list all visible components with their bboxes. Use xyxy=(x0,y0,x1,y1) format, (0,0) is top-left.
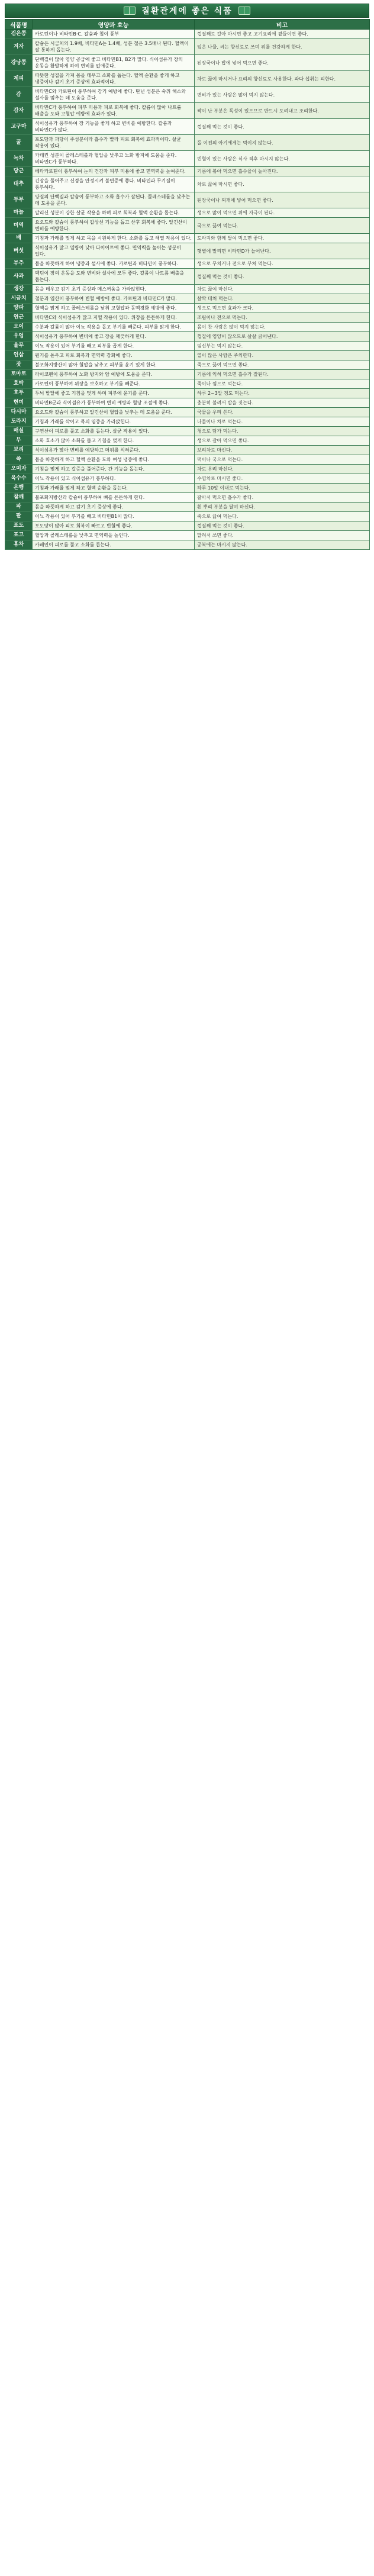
note-cell: 수염차로 마시면 좋다. xyxy=(195,474,370,484)
food-name-cell: 대추 xyxy=(5,176,33,192)
food-name-cell: 검은콩 xyxy=(5,30,33,39)
effect-cell: 두뇌 발달에 좋고 기침을 멎게 하며 피부에 윤기를 준다. xyxy=(33,389,195,398)
effect-cell: 베타카로틴이 풍부하여 눈의 건강과 피부 미용에 좋고 면역력을 높여준다. xyxy=(33,167,195,176)
effect-cell: 철분과 엽산이 풍부하여 빈혈 예방에 좋다. 카로틴과 비타민C가 많다. xyxy=(33,294,195,304)
note-cell: 된장국이나 찌개에 넣어 먹으면 좋다. xyxy=(195,192,370,208)
note-cell: 죽으로 끓여 먹는다. xyxy=(195,512,370,521)
table-row xyxy=(5,103,370,119)
effect-cell: 긴장을 풀어주고 신경을 안정시켜 불면증에 좋다. 비타민과 무기질이 풍부하다. xyxy=(33,176,195,192)
effect-cell: 포도당이 많아 피로 회복이 빠르고 빈혈에 좋다. xyxy=(33,521,195,531)
note-cell: 잎은 나물, 씨는 향신료로 쓰며 위를 건강하게 한다. xyxy=(195,39,370,55)
note-cell: 몸이 찬 사람은 많이 먹지 않는다. xyxy=(195,323,370,332)
note-cell: 죽이나 찜으로 먹는다. xyxy=(195,379,370,389)
note-cell: 차로 끓여 마신다. xyxy=(195,285,370,294)
note-cell: 빈혈이 있는 사람은 식사 직후 마시지 않는다. xyxy=(195,151,370,167)
note-cell: 국으로 끓여 먹는다. xyxy=(195,218,370,234)
food-name-cell: 연근 xyxy=(5,313,33,323)
table-header-row xyxy=(5,20,370,30)
food-name-cell: 보리 xyxy=(5,446,33,455)
effect-cell: 카페인이 피로를 풀고 소화를 돕는다. xyxy=(33,540,195,550)
note-cell: 차로 끓여 마시면 좋다. xyxy=(195,176,370,192)
effect-cell: 펙틴이 장의 운동을 도와 변비와 설사에 모두 좋다. 칼륨이 나트륨 배출을 돕는다. xyxy=(33,269,195,285)
table-row xyxy=(5,512,370,521)
note-cell: 싹이 난 부분은 독성이 있으므로 반드시 도려내고 조리한다. xyxy=(195,103,370,119)
table-row xyxy=(5,342,370,351)
table-row xyxy=(5,465,370,474)
note-cell: 떡이나 국으로 먹는다. xyxy=(195,455,370,465)
note-cell: 껍질째로 갈아 마시면 좋고 고기요리에 곁들이면 좋다. xyxy=(195,30,370,39)
table-row xyxy=(5,234,370,243)
table-row xyxy=(5,313,370,323)
note-cell: 된장국이나 밥에 넣어 먹으면 좋다. xyxy=(195,55,370,71)
note-cell: 갈아서 먹으면 흡수가 좋다. xyxy=(195,493,370,503)
table-row xyxy=(5,71,370,87)
effect-cell: 몸을 데우고 감기 초기 증상과 메스꺼움을 가라앉힌다. xyxy=(33,285,195,294)
food-name-cell: 현미 xyxy=(5,398,33,408)
table-row xyxy=(5,417,370,427)
effect-cell: 양질의 단백질과 칼슘이 풍부하고 소화 흡수가 잘된다. 콜레스테롤을 낮추는 데 도움을 준다. xyxy=(33,192,195,208)
table-row xyxy=(5,30,370,39)
food-name-cell: 녹차 xyxy=(5,151,33,167)
effect-cell: 식이섬유가 풍부하여 변비에 좋고 장을 깨끗하게 한다. xyxy=(33,332,195,342)
table-row xyxy=(5,218,370,234)
column-header: 식품명 xyxy=(5,20,33,30)
note-cell: 죽으로 끓여 먹으면 좋다. xyxy=(195,360,370,370)
food-name-cell: 생강 xyxy=(5,285,33,294)
food-name-cell: 고구마 xyxy=(5,119,33,135)
note-cell: 생으로 많이 먹으면 위에 자극이 된다. xyxy=(195,208,370,218)
table-row xyxy=(5,379,370,389)
effect-cell: 요오드와 칼슘이 풍부하고 알긴산이 혈압을 낮추는 데 도움을 준다. xyxy=(33,408,195,417)
note-cell: 열이 많은 사람은 주의한다. xyxy=(195,351,370,360)
table-row xyxy=(5,151,370,167)
column-header: 영양과 효능 xyxy=(33,20,195,30)
note-cell: 껍질에 영양이 많으므로 살살 긁어낸다. xyxy=(195,332,370,342)
food-name-cell: 은행 xyxy=(5,484,33,493)
note-cell: 충분히 불려서 밥을 짓는다. xyxy=(195,398,370,408)
effect-cell: 수분과 칼륨이 많아 이뇨 작용을 돕고 부기를 빼준다. 피부를 맑게 한다. xyxy=(33,323,195,332)
note-cell: 공복에는 마시지 않는다. xyxy=(195,540,370,550)
effect-cell: 원기를 돋우고 피로 회복과 면역력 강화에 좋다. xyxy=(33,351,195,360)
table-row xyxy=(5,176,370,192)
effect-cell: 기침과 가래를 삭이고 목의 염증을 가라앉힌다. xyxy=(33,417,195,427)
food-name-cell: 잣 xyxy=(5,360,33,370)
note-cell: 껍질째 먹는 것이 좋다. xyxy=(195,521,370,531)
food-name-cell: 시금치 xyxy=(5,294,33,304)
effect-cell: 식이섬유가 풍부하여 장 기능을 좋게 하고 변비를 예방한다. 칼륨과 비타민C가 많다. xyxy=(33,119,195,135)
food-name-cell: 인삼 xyxy=(5,351,33,360)
effect-cell: 불포화지방산이 많아 혈압을 낮추고 피부를 윤기 있게 한다. xyxy=(33,360,195,370)
page-title: 질환관계에 좋은 식품 xyxy=(141,7,233,16)
food-name-cell: 계피 xyxy=(5,71,33,87)
effect-cell: 몸을 따뜻하게 하여 냉증과 설사에 좋다. 카로틴과 비타민이 풍부하다. xyxy=(33,259,195,269)
effect-cell: 이뇨 작용이 있어 부기를 빼고 피부를 곱게 한다. xyxy=(33,342,195,351)
note-cell: 껍질째 먹는 것이 좋다. xyxy=(195,269,370,285)
table-row xyxy=(5,259,370,269)
book-icon xyxy=(124,7,136,15)
table-row xyxy=(5,360,370,370)
food-name-cell: 호두 xyxy=(5,389,33,398)
table-row xyxy=(5,455,370,465)
column-header: 비고 xyxy=(195,20,370,30)
food-name-cell: 율무 xyxy=(5,342,33,351)
table-row xyxy=(5,39,370,55)
note-cell: 돌 이전의 아기에게는 먹이지 않는다. xyxy=(195,135,370,151)
effect-cell: 포도당과 과당이 주성분이라 흡수가 빨라 피로 회복에 효과적이다. 살균 작용이 있다. xyxy=(33,135,195,151)
effect-cell: 비타민C가 풍부하여 피부 미용과 피로 회복에 좋다. 칼륨이 많아 나트륨 배출을 도와 고혈압 예방에 효과가 있다. xyxy=(33,103,195,119)
note-cell: 조림이나 전으로 먹는다. xyxy=(195,313,370,323)
book-icon xyxy=(238,7,250,15)
table-row xyxy=(5,285,370,294)
food-name-cell: 홍차 xyxy=(5,540,33,550)
table-row xyxy=(5,55,370,71)
effect-cell: 불포화지방산과 칼슘이 풍부하여 뼈를 튼튼하게 한다. xyxy=(33,493,195,503)
table-row xyxy=(5,540,370,550)
effect-cell: 비타민C와 식이섬유가 많고 지혈 작용이 있다. 위장을 튼튼하게 한다. xyxy=(33,313,195,323)
effect-cell: 기침과 가래를 멎게 하고 혈액 순환을 돕는다. xyxy=(33,484,195,493)
effect-cell: 혈액을 맑게 하고 콜레스테롤을 낮춰 고혈압과 동맥경화 예방에 좋다. xyxy=(33,304,195,313)
food-table xyxy=(5,19,370,550)
food-name-cell: 무 xyxy=(5,436,33,446)
table-row xyxy=(5,119,370,135)
effect-cell: 혈압과 콜레스테롤을 낮추고 면역력을 높인다. xyxy=(33,531,195,540)
food-name-cell: 도라지 xyxy=(5,417,33,427)
table-row xyxy=(5,332,370,342)
food-name-cell: 토마토 xyxy=(5,370,33,379)
page xyxy=(5,0,369,550)
table-row xyxy=(5,493,370,503)
table-row xyxy=(5,408,370,417)
effect-cell: 이뇨 작용이 있어 부기를 빼고 비타민B1이 많다. xyxy=(33,512,195,521)
effect-cell: 기침과 가래를 멎게 하고 목을 시원하게 한다. 소화를 돕고 해열 작용이 있다. xyxy=(33,234,195,243)
food-name-cell: 당근 xyxy=(5,167,33,176)
food-name-cell: 쑥 xyxy=(5,455,33,465)
table-row xyxy=(5,427,370,436)
food-name-cell: 두부 xyxy=(5,192,33,208)
food-name-cell: 다시마 xyxy=(5,408,33,417)
food-name-cell: 옥수수 xyxy=(5,474,33,484)
table-row xyxy=(5,192,370,208)
effect-cell: 카로틴이나 비타민B·C, 칼슘과 철이 풍부 xyxy=(33,30,195,39)
table-row xyxy=(5,167,370,176)
effect-cell: 칼슘은 시금치의 1.9배, 비타민A는 1.4배, 성분 철은 3.5배나 된다. 혈액이 잘 통하게 돕는다. xyxy=(33,39,195,55)
table-row xyxy=(5,294,370,304)
table-row xyxy=(5,503,370,512)
food-name-cell: 꿀 xyxy=(5,135,33,151)
food-name-cell: 겨자 xyxy=(5,39,33,55)
food-name-cell: 표고 xyxy=(5,531,33,540)
effect-cell: 몸을 따뜻하게 하고 감기 초기 증상에 좋다. xyxy=(33,503,195,512)
note-cell: 기름에 볶아 먹으면 흡수율이 높아진다. xyxy=(195,167,370,176)
table-row xyxy=(5,474,370,484)
table-row xyxy=(5,323,370,332)
food-name-cell: 사과 xyxy=(5,269,33,285)
effect-cell: 따뜻한 성질을 가져 몸을 데우고 소화를 돕는다. 혈액 순환을 좋게 하고 냉증이나 감기 초기 증상에 효과적이다. xyxy=(33,71,195,87)
effect-cell: 비타민B군과 식이섬유가 풍부하여 변비 예방과 혈당 조절에 좋다. xyxy=(33,398,195,408)
note-cell: 햇볕에 말리면 비타민D가 늘어난다. xyxy=(195,243,370,259)
food-name-cell: 오이 xyxy=(5,323,33,332)
note-cell: 차로 우려 마신다. xyxy=(195,465,370,474)
food-name-cell: 감 xyxy=(5,87,33,103)
note-cell: 임신부는 먹지 않는다. xyxy=(195,342,370,351)
note-cell: 청으로 담가 먹는다. xyxy=(195,427,370,436)
note-cell: 하루 2~3알 정도 먹는다. xyxy=(195,389,370,398)
food-name-cell: 파 xyxy=(5,503,33,512)
table-row xyxy=(5,531,370,540)
note-cell: 생으로 먹으면 효과가 크다. xyxy=(195,304,370,313)
note-cell: 보리차로 마신다. xyxy=(195,446,370,455)
effect-cell: 카로틴이 풍부하여 위장을 보호하고 부기를 빼준다. xyxy=(33,379,195,389)
table-row xyxy=(5,389,370,398)
table-row xyxy=(5,398,370,408)
title-bar xyxy=(5,4,369,18)
effect-cell: 식이섬유가 많아 변비를 예방하고 더위를 식혀준다. xyxy=(33,446,195,455)
table-row xyxy=(5,269,370,285)
food-name-cell: 양파 xyxy=(5,304,33,313)
effect-cell: 기침을 멎게 하고 갈증을 풀어준다. 간 기능을 돕는다. xyxy=(33,465,195,474)
effect-cell: 구연산이 피로를 풀고 소화를 돕는다. 살균 작용이 있다. xyxy=(33,427,195,436)
effect-cell: 이뇨 작용이 있고 식이섬유가 풍부하다. xyxy=(33,474,195,484)
note-cell: 살짝 데쳐 먹는다. xyxy=(195,294,370,304)
food-name-cell: 배 xyxy=(5,234,33,243)
food-name-cell: 팥 xyxy=(5,512,33,521)
table-row xyxy=(5,87,370,103)
table-row xyxy=(5,351,370,360)
table-row xyxy=(5,208,370,218)
table-row xyxy=(5,304,370,313)
table-row xyxy=(5,370,370,379)
food-name-cell: 포도 xyxy=(5,521,33,531)
food-name-cell: 마늘 xyxy=(5,208,33,218)
food-name-cell: 매실 xyxy=(5,427,33,436)
effect-cell: 몸을 따뜻하게 하고 혈액 순환을 도와 여성 냉증에 좋다. xyxy=(33,455,195,465)
note-cell: 하루 10알 이내로 먹는다. xyxy=(195,484,370,493)
effect-cell: 식이섬유가 많고 열량이 낮아 다이어트에 좋다. 면역력을 높이는 성분이 있다. xyxy=(33,243,195,259)
effect-cell: 라이코펜이 풍부하여 노화 방지와 암 예방에 도움을 준다. xyxy=(33,370,195,379)
note-cell: 국물을 우려 쓴다. xyxy=(195,408,370,417)
table-row xyxy=(5,521,370,531)
note-cell: 말려서 쓰면 좋다. xyxy=(195,531,370,540)
food-name-cell: 버섯 xyxy=(5,243,33,259)
note-cell: 흰 뿌리 부분을 달여 마신다. xyxy=(195,503,370,512)
note-cell: 껍질째 먹는 것이 좋다. xyxy=(195,119,370,135)
food-name-cell: 참깨 xyxy=(5,493,33,503)
note-cell: 생으로 갈아 먹으면 좋다. xyxy=(195,436,370,446)
food-name-cell: 감자 xyxy=(5,103,33,119)
note-cell: 도라지와 함께 달여 먹으면 좋다. xyxy=(195,234,370,243)
table-row xyxy=(5,436,370,446)
table-row xyxy=(5,446,370,455)
food-name-cell: 강낭콩 xyxy=(5,55,33,71)
effect-cell: 카테킨 성분이 콜레스테롤과 혈압을 낮추고 노화 방지에 도움을 준다. 비타민C가 풍부하다. xyxy=(33,151,195,167)
note-cell: 변비가 있는 사람은 많이 먹지 않는다. xyxy=(195,87,370,103)
note-cell: 생으로 무치거나 전으로 부쳐 먹는다. xyxy=(195,259,370,269)
effect-cell: 알리신 성분이 강한 살균 작용을 하며 피로 회복과 혈액 순환을 돕는다. xyxy=(33,208,195,218)
effect-cell: 단백질이 많아 영양 공급에 좋고 비타민B1, B2가 많다. 식이섬유가 장의 운동을 활발하게 하여 변비를 없애준다. xyxy=(33,55,195,71)
effect-cell: 소화 효소가 많아 소화를 돕고 기침을 멎게 한다. xyxy=(33,436,195,446)
food-name-cell: 오미자 xyxy=(5,465,33,474)
food-name-cell: 미역 xyxy=(5,218,33,234)
effect-cell: 요오드와 칼슘이 풍부하여 갑상선 기능을 돕고 산후 회복에 좋다. 알긴산이 변비를 예방한다. xyxy=(33,218,195,234)
table-row xyxy=(5,484,370,493)
note-cell: 차로 끓여 마시거나 요리의 향신료로 사용한다. 과다 섭취는 피한다. xyxy=(195,71,370,87)
food-name-cell: 우엉 xyxy=(5,332,33,342)
food-name-cell: 부추 xyxy=(5,259,33,269)
note-cell: 나물이나 차로 먹는다. xyxy=(195,417,370,427)
food-name-cell: 호박 xyxy=(5,379,33,389)
table-row xyxy=(5,243,370,259)
note-cell: 기름에 익혀 먹으면 흡수가 잘된다. xyxy=(195,370,370,379)
effect-cell: 비타민C와 카로틴이 풍부하여 감기 예방에 좋다. 탄닌 성분은 숙취 해소와 설사를 멈추는 데 도움을 준다. xyxy=(33,87,195,103)
table-row xyxy=(5,135,370,151)
